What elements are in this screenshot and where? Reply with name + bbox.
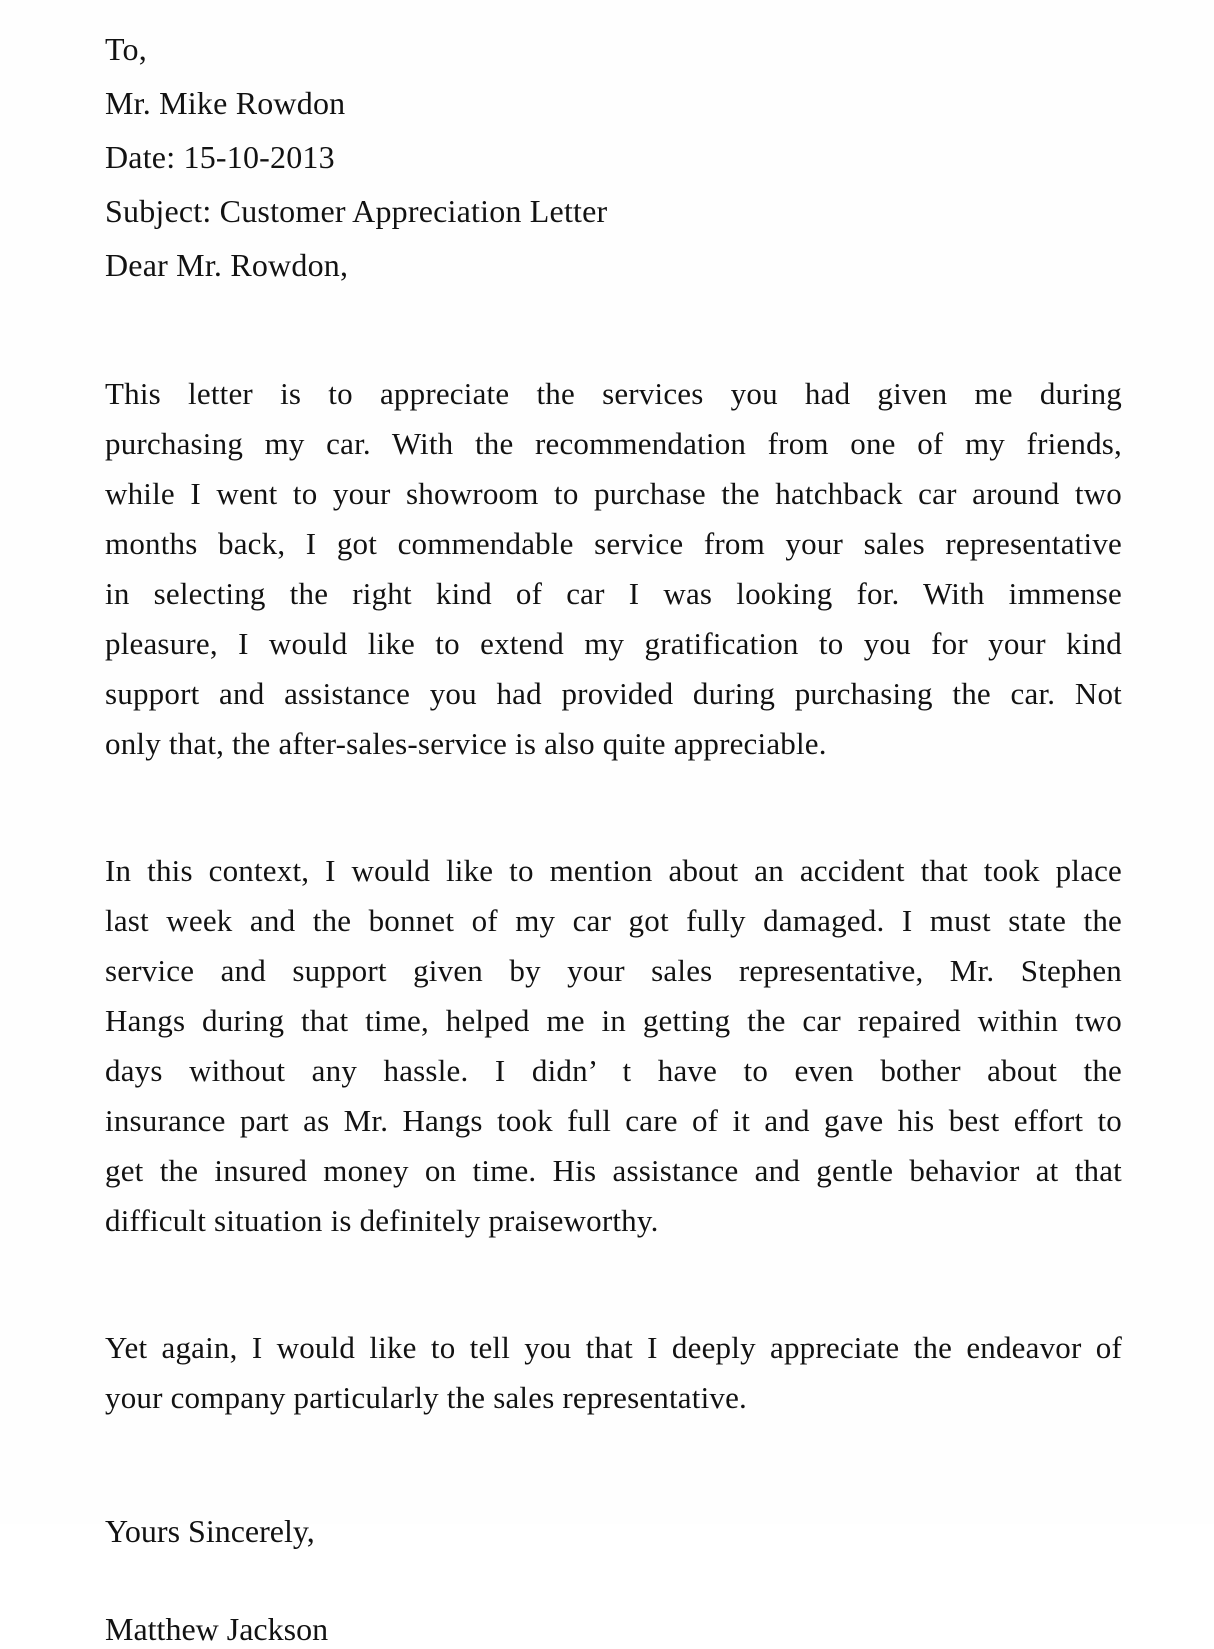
to-label: To,	[105, 31, 147, 67]
paragraph-line: last week and the bonnet of my car got fully damaged. I must state the	[105, 903, 1122, 938]
letter-header	[105, 22, 1122, 292]
closing-line: Yours Sincerely,	[105, 1513, 315, 1549]
paragraph-line: in selecting the right kind of car I was looking for. With immense	[105, 576, 1122, 611]
paragraph-line: pleasure, I would like to extend my gratification to you for your kind	[105, 626, 1122, 661]
paragraph-line: support and assistance you had provided during purchasing the car. Not	[105, 676, 1122, 711]
paragraph-line: In this context, I would like to mention about an accident that took place	[105, 853, 1122, 888]
subject-line: Subject: Customer Appreciation Letter	[105, 193, 608, 229]
paragraph-line: while I went to your showroom to purchase the hatchback car around two	[105, 476, 1122, 511]
paragraph-line: insurance part as Mr. Hangs took full care of it and gave his best effort to	[105, 1103, 1122, 1138]
body-paragraph-2	[105, 846, 1122, 1246]
salutation: Dear Mr. Rowdon,	[105, 247, 349, 283]
signature-name: Matthew Jackson	[105, 1611, 329, 1647]
paragraph-line: Yet again, I would like to tell you that I deeply appreciate the endeavor of	[105, 1330, 1122, 1365]
paragraph-line: days without any hassle. I didn’ t have to even bother about the	[105, 1053, 1122, 1088]
recipient-name: Mr. Mike Rowdon	[105, 85, 346, 121]
paragraph-line: your company particularly the sales representative.	[105, 1380, 748, 1415]
paragraph-line: only that, the after-sales-service is also quite appreciable.	[105, 726, 827, 761]
date-line: Date: 15-10-2013	[105, 139, 335, 175]
paragraph-line: get the insured money on time. His assistance and gentle behavior at that	[105, 1153, 1122, 1188]
paragraph-line: difficult situation is definitely praiseworthy.	[105, 1203, 659, 1238]
paragraph-line: purchasing my car. With the recommendation from one of my friends,	[105, 426, 1122, 461]
paragraph-line: service and support given by your sales representative, Mr. Stephen	[105, 953, 1122, 988]
body-paragraph-3	[105, 1323, 1122, 1423]
paragraph-line: This letter is to appreciate the services you had given me during	[105, 376, 1122, 411]
paragraph-line: months back, I got commendable service from your sales representative	[105, 526, 1122, 561]
body-paragraph-1	[105, 369, 1122, 769]
paragraph-line: Hangs during that time, helped me in getting the car repaired within two	[105, 1003, 1122, 1038]
